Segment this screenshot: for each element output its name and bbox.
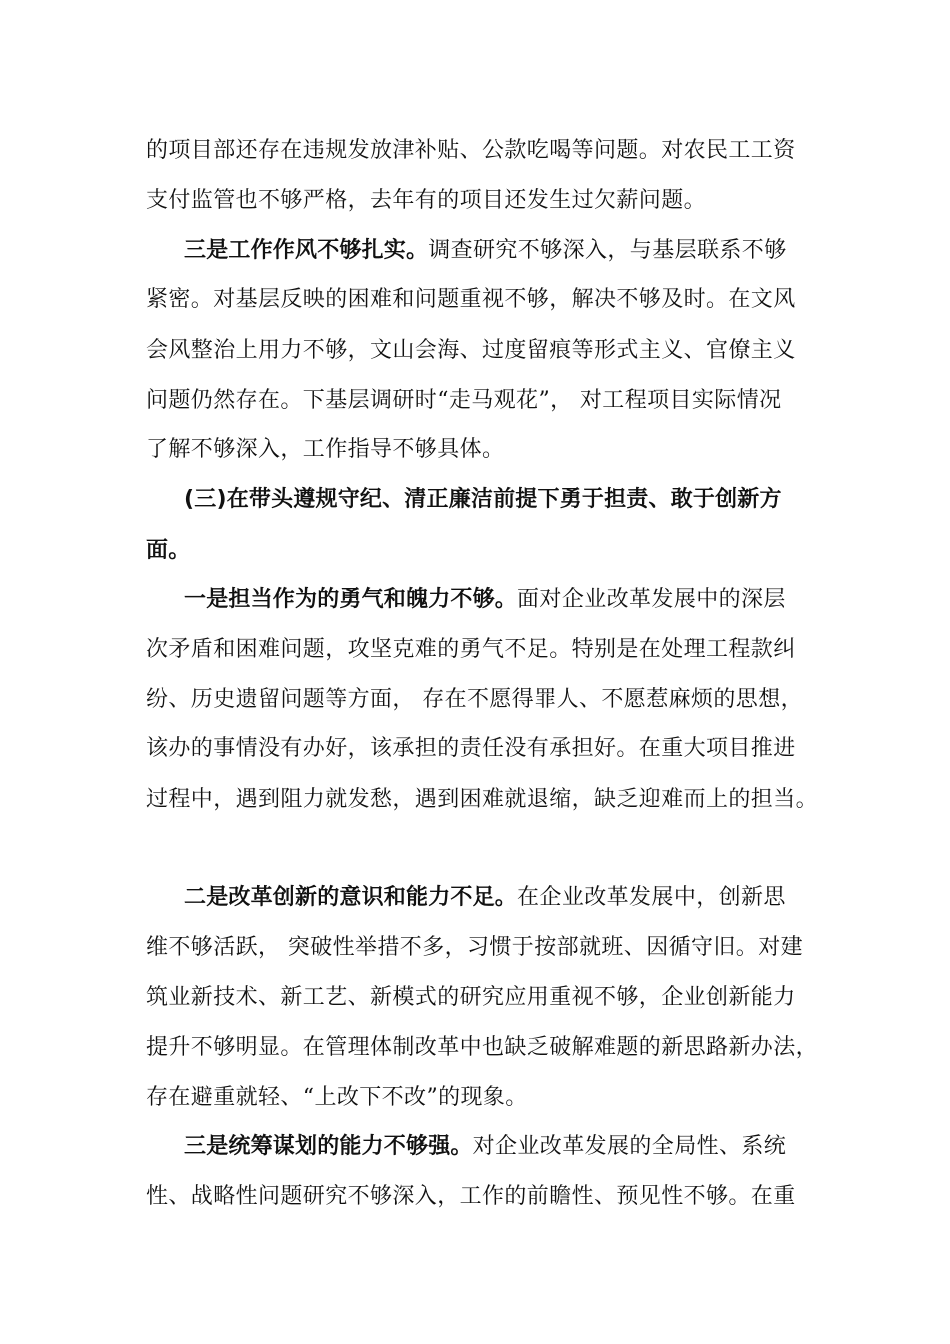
- text-span: 调查研究不够深入，与基层联系不够: [428, 238, 787, 263]
- text-span: 面对企业改革发展中的深层: [517, 587, 786, 612]
- text-line: 问题仍然存在。下基层调研时“走马观花”， 对工程项目实际情况: [146, 388, 782, 413]
- text-line: 会风整治上用力不够，文山会海、过度留痕等形式主义、官僚主义: [146, 338, 796, 363]
- text-line: 纷、历史遗留问题等方面， 存在不愿得罪人、不愿惹麻烦的思想，: [146, 687, 803, 712]
- paragraph-line: [184, 1132, 786, 1162]
- text-line: 了解不够深入，工作指导不够具体。: [146, 437, 505, 462]
- paragraph-line: [184, 585, 786, 615]
- paragraph-heading: 一是担当作为的勇气和魄力不够。: [184, 587, 518, 612]
- text-line: 次矛盾和困难问题，攻坚克难的勇气不足。特别是在处理工程款纠: [146, 637, 796, 662]
- paragraph-heading: 三是统筹谋划的能力不够强。: [184, 1134, 473, 1159]
- text-line: 性、战略性问题研究不够深入，工作的前瞻性、预见性不够。在重: [146, 1184, 796, 1209]
- section-heading-cont: 面。: [146, 538, 191, 563]
- section-heading: (三)在带头遵规守纪、清正廉洁前提下勇于担责、敢于创新方: [184, 487, 782, 512]
- text-line: 存在避重就轻、“上改下不改”的现象。: [146, 1085, 528, 1110]
- text-line: 的项目部还存在违规发放津补贴、公款吃喝等问题。对农民工工资: [146, 138, 796, 163]
- text-line: 紧密。对基层反映的困难和问题重视不够，解决不够及时。在文风: [146, 287, 796, 312]
- paragraph-line: [184, 236, 787, 266]
- text-line: 该办的事情没有办好，该承担的责任没有承担好。在重大项目推进: [146, 736, 796, 761]
- paragraph-heading: 三是工作作风不够扎实。: [184, 238, 429, 263]
- text-line: 支付监管也不够严格，去年有的项目还发生过欠薪问题。: [146, 188, 707, 213]
- text-line: 提升不够明显。在管理体制改革中也缺乏破解难题的新思路新办法，: [146, 1035, 819, 1060]
- text-line: 筑业新技术、新工艺、新模式的研究应用重视不够，企业创新能力: [146, 985, 796, 1010]
- text-span: 对企业改革发展的全局性、系统: [472, 1134, 787, 1159]
- paragraph-line: [184, 883, 786, 913]
- paragraph-heading: 二是改革创新的意识和能力不足。: [184, 885, 518, 910]
- text-span: 在企业改革发展中，创新思: [517, 885, 786, 910]
- text-line: 维不够活跃， 突破性举措不多，习惯于按部就班、因循守旧。对建: [146, 935, 803, 960]
- text-line: 过程中，遇到阻力就发愁，遇到困难就退缩，缺乏迎难而上的担当。: [146, 787, 819, 812]
